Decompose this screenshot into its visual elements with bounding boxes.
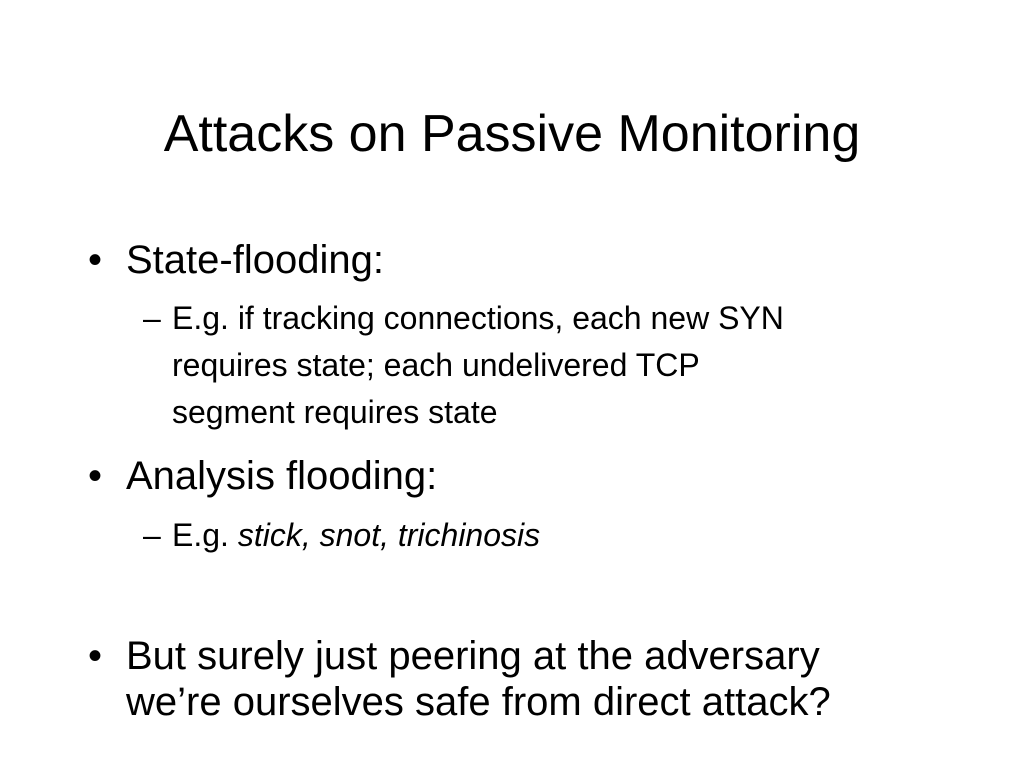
sub-bullet-marker: – — [143, 517, 161, 553]
bullet-marker: • — [88, 454, 103, 498]
bullet-line: we’re ourselves safe from direct attack? — [126, 680, 831, 724]
sub-bullet-text — [172, 512, 540, 559]
sub-bullet-italic-examples: stick, snot, trichinosis — [237, 517, 541, 553]
bullet-analysis-flooding — [88, 453, 438, 499]
sub-bullet-marker: – — [143, 300, 161, 336]
bullet-marker: • — [88, 238, 103, 282]
sub-bullet-line: E.g. if tracking connections, each new SYN — [172, 300, 784, 336]
sub-bullet-text — [172, 295, 784, 436]
sub-bullet-prefix: E.g. — [172, 517, 238, 553]
bullet-peering-question — [88, 633, 831, 724]
sub-bullet-line: requires state; each undelivered TCP — [172, 347, 700, 383]
bullet-text: Analysis flooding: — [126, 454, 438, 498]
bullet-line: But surely just peering at the adversary — [126, 634, 820, 678]
bullet-state-flooding — [88, 237, 384, 283]
bullet-text — [126, 633, 831, 725]
bullet-marker: • — [88, 634, 103, 678]
slide-title: Attacks on Passive Monitoring — [163, 105, 861, 163]
bullet-text: State-flooding: — [126, 238, 384, 282]
sub-bullet-line: segment requires state — [172, 394, 498, 430]
